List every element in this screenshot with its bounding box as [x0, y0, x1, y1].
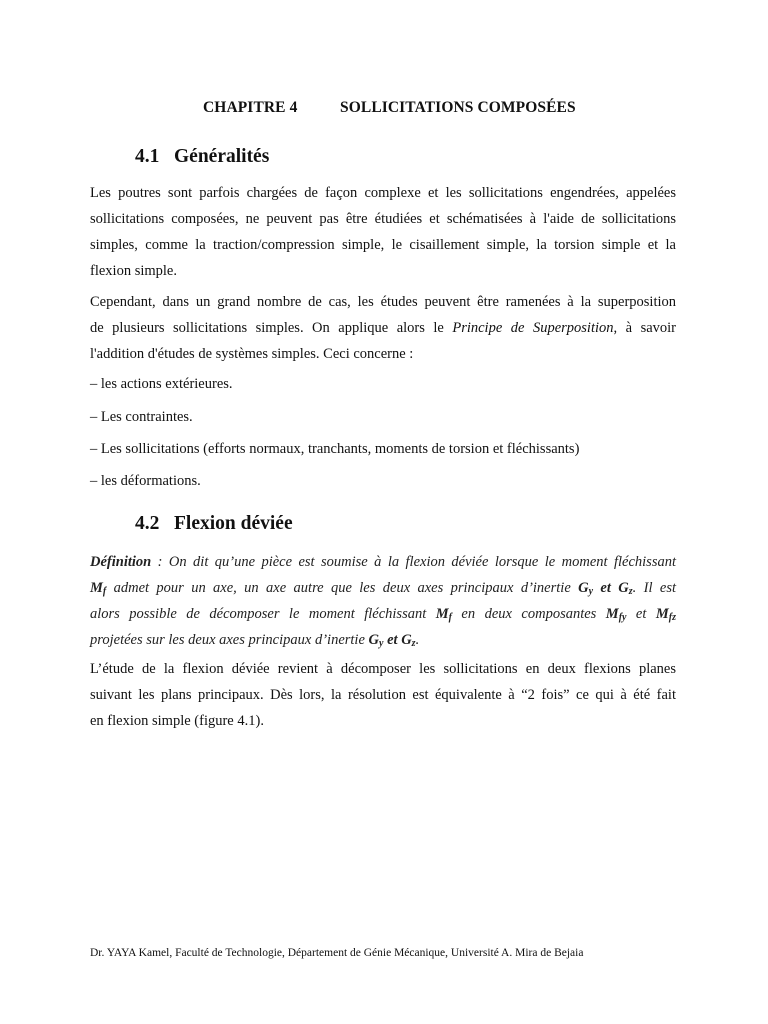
- text-line: de plusieurs sollicitations simples. On applique alors le Principe de Superposition, à savoir: [90, 320, 677, 336]
- text-line: sollicitations composées, ne peuvent pas être étudiées et schématisées à l'aide de sollicitations: [90, 211, 676, 227]
- text-line: flexion simple.: [90, 263, 177, 279]
- bullet-item: – Les sollicitations (efforts normaux, tranchants, moments de torsion et fléchissants): [90, 441, 580, 457]
- text-line: Cependant, dans un grand nombre de cas, les études peuvent être ramenées à la superposition: [90, 294, 676, 310]
- section-number: 4.1: [135, 146, 160, 167]
- paragraph-flexion-deviee: [90, 656, 676, 734]
- section-title: Généralités: [174, 146, 270, 167]
- definition-label: Définition: [90, 554, 152, 570]
- principle-name: Principe de Superposition: [452, 320, 614, 336]
- text-line: projetées sur les deux axes principaux d’inertie $G_y$ et $G_z$.: [90, 632, 420, 649]
- definition-paragraph: [90, 549, 676, 653]
- text-line: Définition : On dit qu’une pièce est soumise à la flexion déviée lorsque le moment fléchissant: [90, 554, 676, 570]
- section-heading-4-2: [135, 513, 293, 535]
- paragraph-generalites-2: [90, 289, 676, 367]
- bullet-item: – Les contraintes.: [90, 409, 193, 425]
- text-line: l'addition d'études de systèmes simples. Ceci concerne :: [90, 346, 414, 362]
- section-number: 4.2: [135, 513, 160, 534]
- section-title: Flexion déviée: [174, 513, 293, 534]
- bullet-item: – les déformations.: [90, 473, 201, 489]
- section-heading-4-1: [135, 146, 269, 168]
- text-line: en flexion simple (figure 4.1).: [90, 713, 264, 729]
- text-line: Les poutres sont parfois chargées de façon complexe et les sollicitations engendrées, appelées: [90, 185, 676, 201]
- chapter-number: CHAPITRE 4: [203, 99, 298, 116]
- text-line: alors possible de décomposer le moment fléchissant $M_f$ en deux composantes $M_{fy}$ et $M_{fz}$: [90, 606, 676, 623]
- bullet-item: – les actions extérieures.: [90, 376, 233, 392]
- text-line: simples, comme la traction/compression simple, le cisaillement simple, la torsion simple et la: [90, 237, 676, 253]
- chapter-title: SOLLICITATIONS COMPOSÉES: [340, 99, 576, 116]
- paragraph-generalites-1: [90, 180, 676, 284]
- page-footer: Dr. YAYA Kamel, Faculté de Technologie, Département de Génie Mécanique, Université A. Mira de Bejaia: [90, 947, 584, 959]
- text-line: $M_f$ admet pour un axe, un axe autre que les deux axes principaux d’inertie $G_y$ et $G_z$. Il est: [90, 580, 677, 597]
- text-line: suivant les plans principaux. Dès lors, la résolution est équivalente à “2 fois” ce qui à été fait: [90, 687, 676, 703]
- text-line: L’étude de la flexion déviée revient à décomposer les sollicitations en deux flexions planes: [90, 661, 676, 677]
